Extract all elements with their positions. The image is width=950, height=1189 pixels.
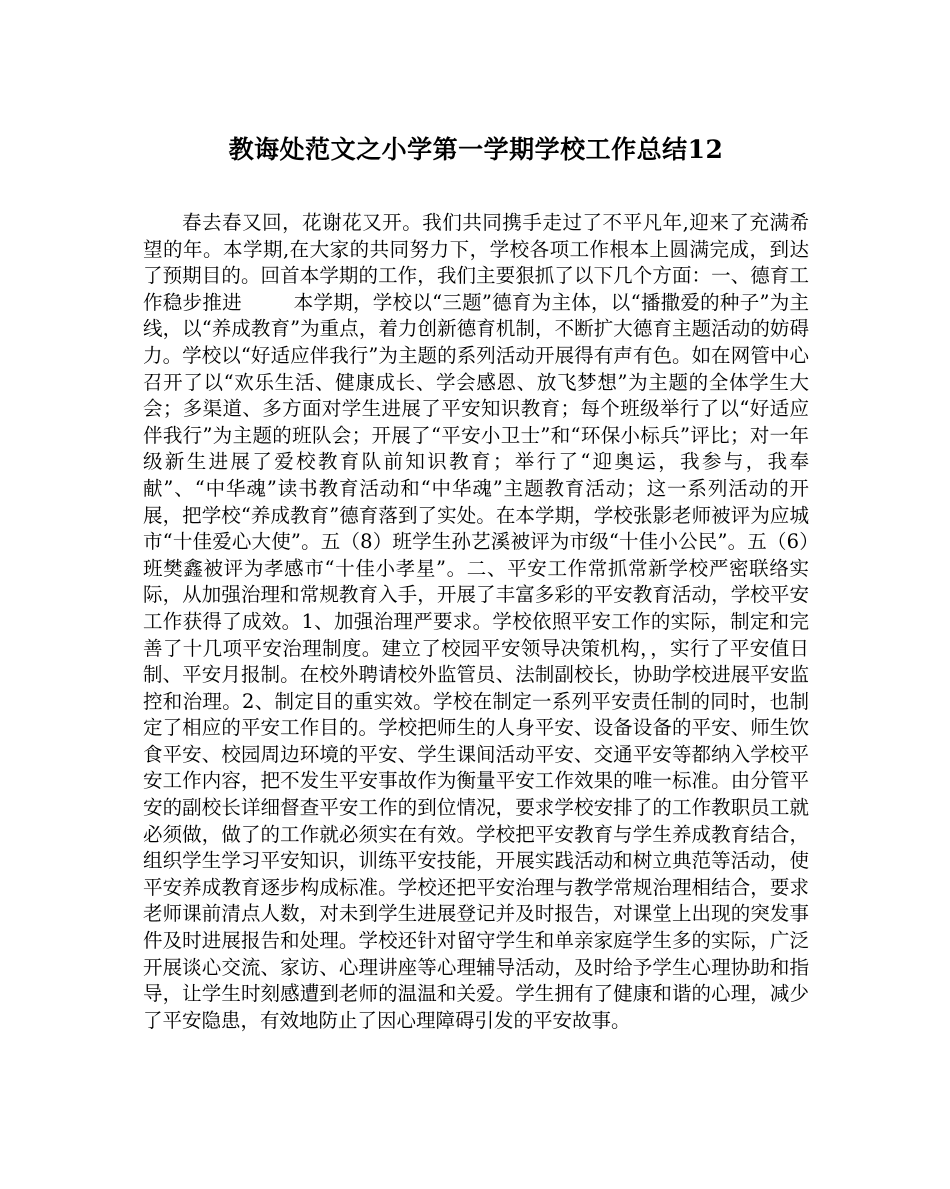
document-body-paragraph: 春去春又回，花谢花又开。我们共同携手走过了不平凡年,迎来了充满希望的年。本学期,在大家的共同努力下，学校各项工作根本上圆满完成，到达了预期目的。回首本学期的工作，我们主要狠抓了以下几个方面：一、德育工作稳步推进 本学期，学校以“三题”德育为主体，以“播撒爱的种子”为主线，以“养成教育”为重点，着力创新德育机制，不断扩大德育主题活动的妨碍力。学校以“好适应伴我行”为主题的系列活动开展得有声有色。如在网管中心召开了以“欢乐生活、健康成长、学会感恩、放飞梦想”为主题的全体学生大会；多渠道、多方面对学生进展了平安知识教育；每个班级举行了以“好适应伴我行”为主题的班队会；开展了“平安小卫士”和“环保小标兵”评比；对一年级新生进展了爱校教育队前知识教育；举行了“迎奥运，我参与，我奉献”、“中华魂”读书教育活动和“中华魂”主题教育活动；这一系列活动的开展，把学校“养成教育”德育落到了实处。在本学期，学校张影老师被评为应城市“十佳爱心大使”。五（8）班学生孙艺溪被评为市级“十佳小公民”。五（6）班樊鑫被评为孝感市“十佳小孝星”。二、平安工作常抓常新学校严密联络实际，从加强治理和常规教育入手，开展了丰富多彩的平安教育活动，学校平安工作获得了成效。1、加强治理严要求。学校依照平安工作的实际，制定和完善了十几项平安治理制度。建立了校园平安领导决策机构，，实行了平安值日制、平安月报制。在校外聘请校外监管员、法制副校长，协助学校进展平安监控和治理。2、制定目的重实效。学校在制定一系列平安责任制的同时，也制定了相应的平安工作目的。学校把师生的人身平安、设备设备的平安、师生饮食平安、校园周边环境的平安、学生课间活动平安、交通平安等都纳入学校平安工作内容，把不发生平安事故作为衡量平安工作效果的唯一标准。由分管平安的副校长详细督查平安工作的到位情况，要求学校安排了的工作教职员工就必须做，做了的工作就必须实在有效。学校把平安教育与学生养成教育结合，组织学生学习平安知识，训练平安技能，开展实践活动和树立典范等活动，使平安养成教育逐步构成标准。学校还把平安治理与教学常规治理相结合，要求老师课前清点人数，对未到学生进展登记并及时报告，对课堂上出现的突发事件及时进展报告和处理。学校还针对留守学生和单亲家庭学生多的实际，广泛开展谈心交流、家访、心理讲座等心理辅导活动，及时给予学生心理协助和指导，让学生时刻感遭到老师的温温和关爱。学生拥有了健康和谐的心理，减少了平安隐患，有效地防止了因心理障碍引发的平安故事。: [143, 211, 809, 1032]
document-title: 教诲处范文之小学第一学期学校工作总结12: [228, 135, 724, 164]
document-page: [143, 130, 809, 1034]
